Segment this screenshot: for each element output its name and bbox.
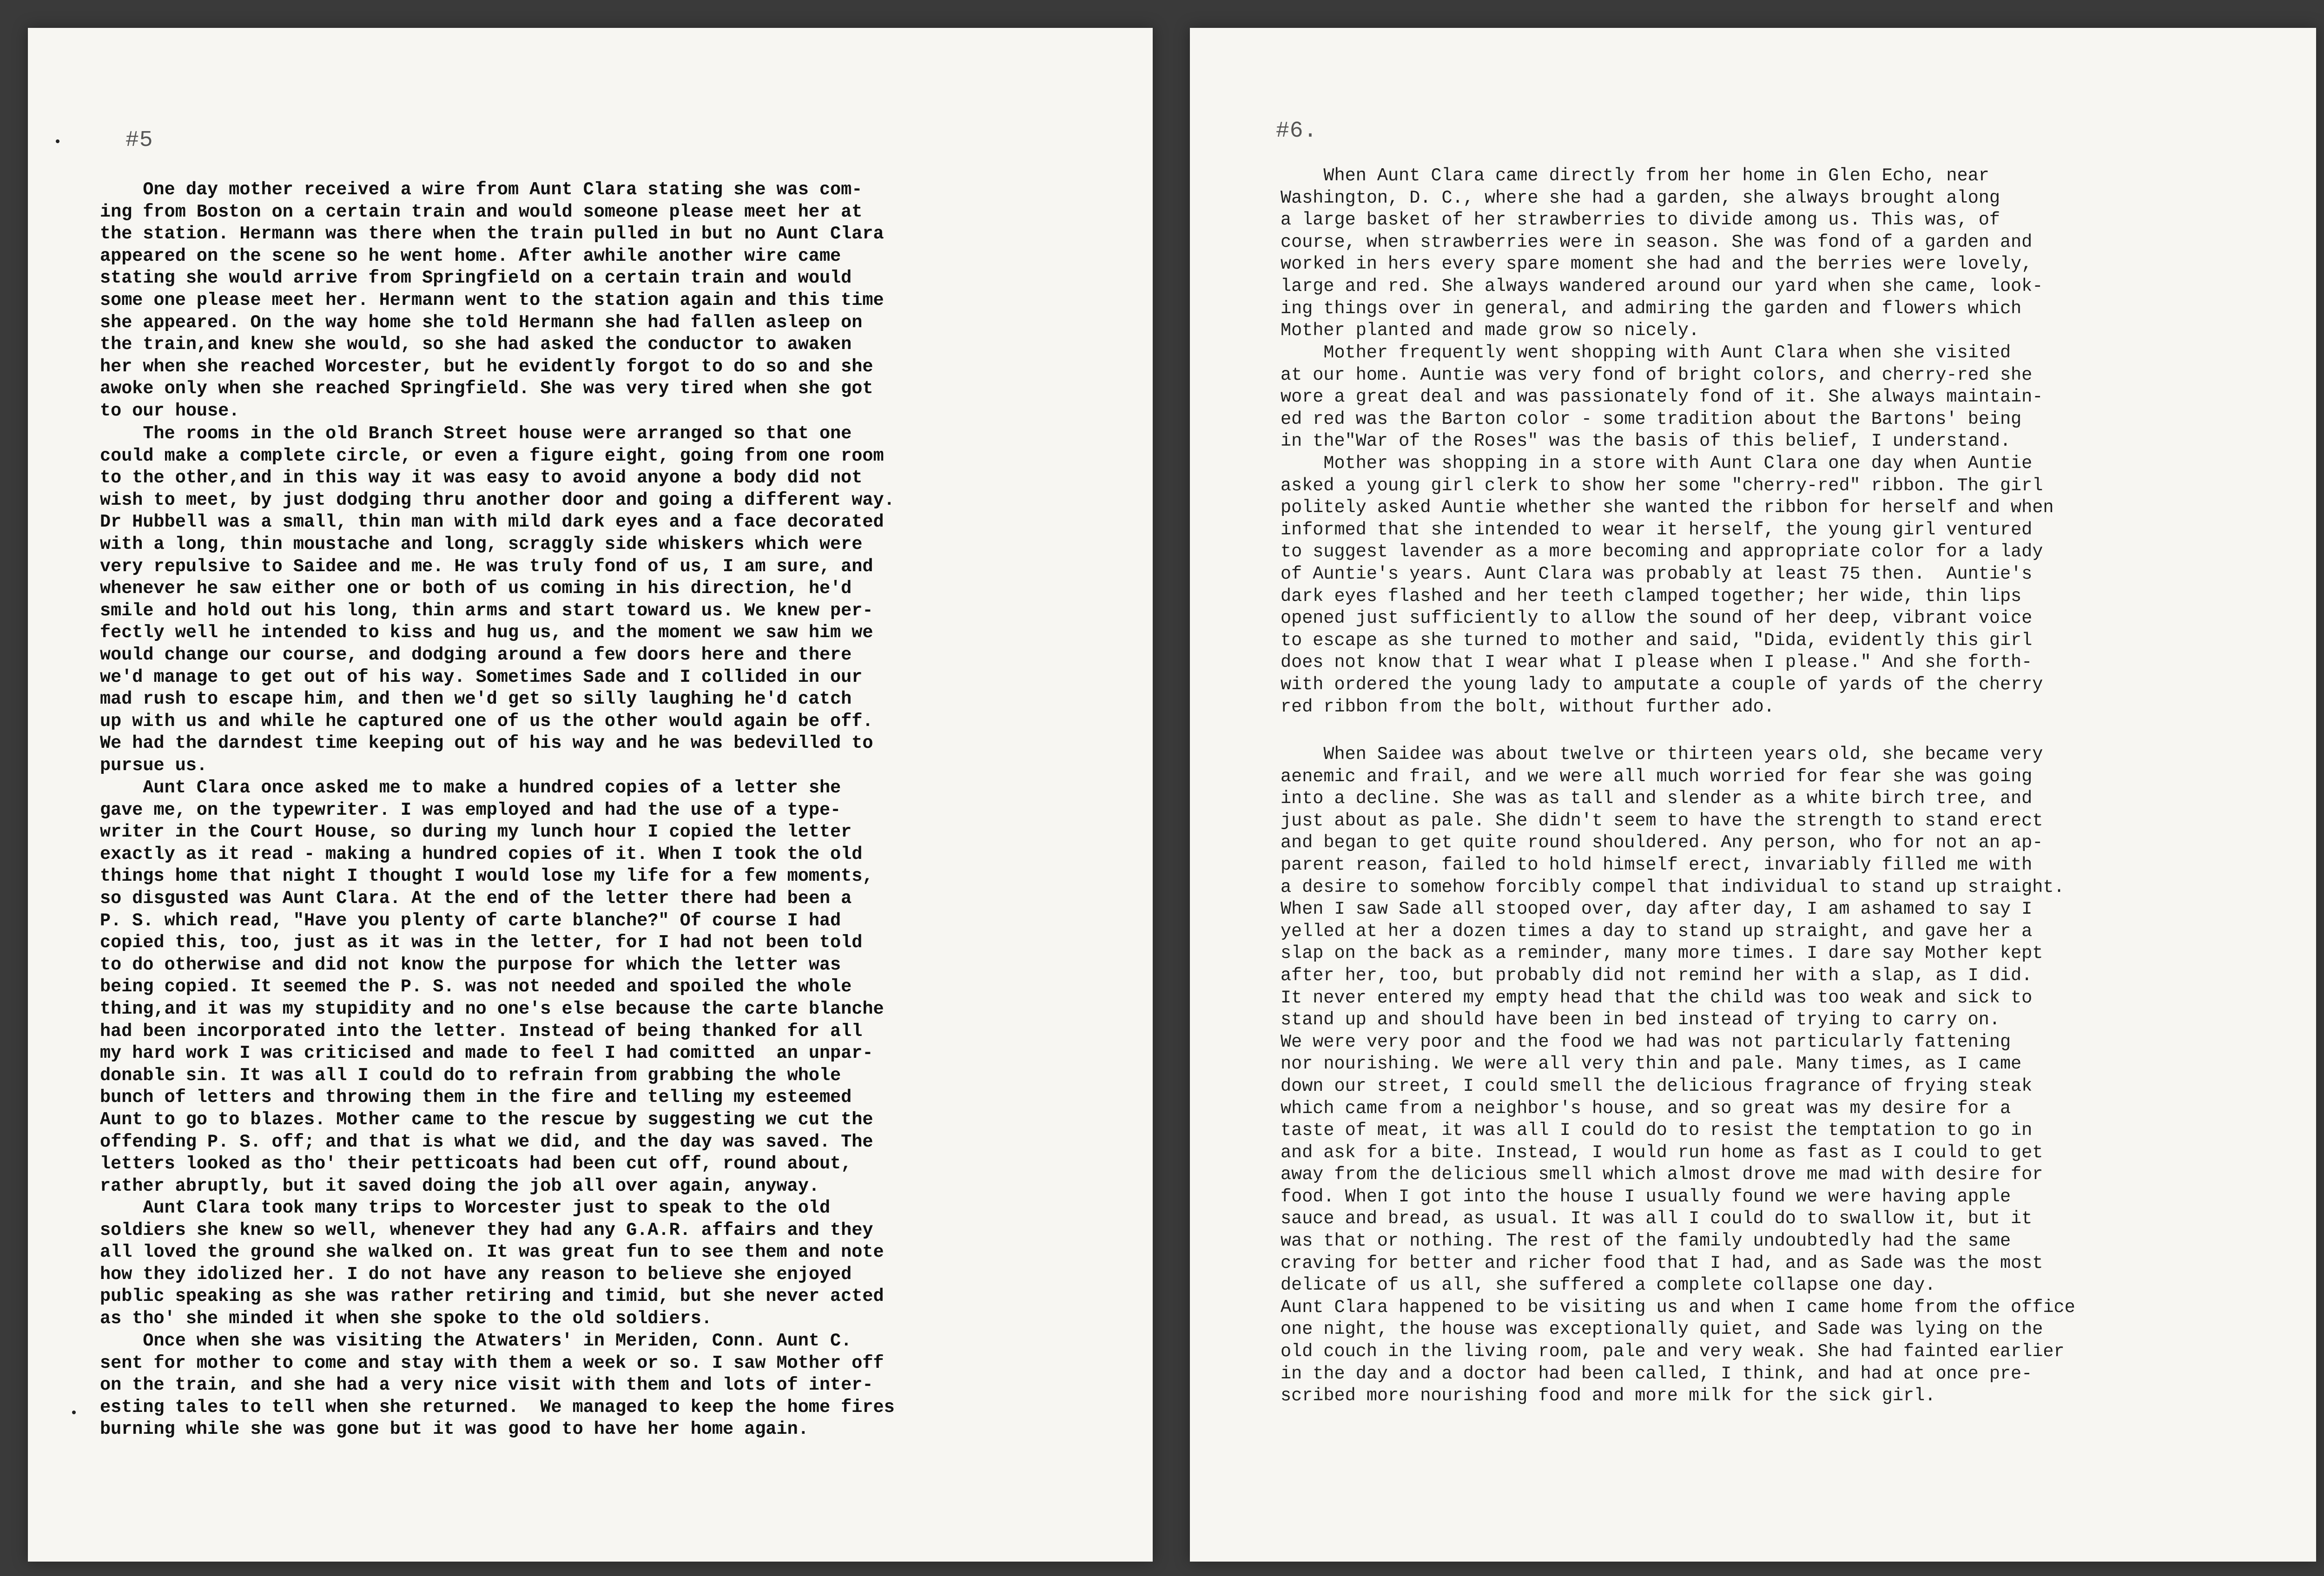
- margin-mark: [72, 1411, 76, 1414]
- paragraph-cherry-red-ribbon: Mother was shopping in a store with Aunt Clara one day when Auntie asked a young girl clerk to show her some "cherry-red" ribbon. The girl politely asked Auntie whether she wanted the ribbon for herself and when informed that she intended to wear it herself, the young girl ventured to suggest lavender as a more becoming and appropriate color for a lady of Auntie's years. Aunt Clara was probably at least 75 then. Auntie's dark eyes flashed and her teeth clamped together; her wide, thin lips opened just sufficiently to allow the sound of her deep, vibrant voice to escape as she turned to mother and said, "Dida, evidently this girl does not know that I wear what I please when I please." And she forth- with ordered the young lady to amputate a couple of yards of the cherry red ribbon from the bolt, without further ado.: [1281, 453, 2054, 717]
- paragraph-branch-street-house: The rooms in the old Branch Street house were arranged so that one could make a complete circle, or even a figure eight, going from one room to the other,and in this way it was easy to avoid anyone a body did not wish to meet, by just dodging thru another door and going a different way. Dr Hubbell was a small, thin man with mild dark eyes and a face decorated with a long, thin moustache and long, scraggly side whiskers which were very repulsive to Saidee and me. He was truly fond of us, I am sure, and whenever he saw either one or both of us coming in his direction, he'd smile and hold out his long, thin arms and start toward us. We knew per- fectly well he intended to kiss and hug us, and the moment we saw him we would change our course, and dodging around a few doors here and there we'd manage to get out of his way. Sometimes Sade and I collided in our mad rush to escape him, and then we'd get so silly laughing he'd catch up with us and while he captured one of us the other would again be off. We had the darndest time keeping out of his way and he was bedevilled to pursue us.: [100, 423, 895, 776]
- margin-mark: [56, 139, 59, 143]
- page-number: #6.: [1276, 119, 1318, 144]
- left-page: [28, 28, 1153, 1562]
- paragraph-bright-colors: Mother frequently went shopping with Aunt Clara when she visited at our home. Auntie was very fond of bright colors, and cherry-red she wore a great deal and was passionately fond of it. She always maintain- ed red was the Barton color - some tradition about the Bartons' being in the"War of the Roses" was the basis of this belief, I understand.: [1281, 343, 2043, 452]
- paragraph-strawberries-glen-echo: When Aunt Clara came directly from her home in Glen Echo, near Washington, D. C., where she had a garden, she always brought along a large basket of her strawberries to divide among us. This was, of course, when strawberries were in season. She was fond of a garden and worked in hers every spare moment she had and the berries were lovely, large and red. She always wandered around our yard when she came, look- ing things over in general, and admiring the garden and flowers which Mother planted and made grow so nicely.: [1281, 165, 2043, 341]
- paragraph-trips-to-worcester: Aunt Clara took many trips to Worcester just to speak to the old soldiers she knew so well, whenever they had any G.A.R. affairs and they all loved the ground she walked on. It was great fun to see them and note how they idolized her. I do not have any reason to believe she enjoyed public speaking as she was rather retiring and timid, but she never acted as tho' she minded it when she spoke to the old soldiers.: [100, 1198, 884, 1329]
- paragraph-hundred-copies-letter: Aunt Clara once asked me to make a hundred copies of a letter she gave me, on the typewriter. I was employed and had the use of a type- writer in the Court House, so during my lunch hour I copied the letter exactly as it read - making a hundred copies of it. When I took the old things home that night I thought I would lose my life for a few moments, so disgusted was Aunt Clara. At the end of the letter there had been a P. S. which read, "Have you plenty of carte blanche?" Of course I had copied this, too, just as it was in the letter, for I had not been told to do otherwise and did not know the purpose for which the letter was being copied. It seemed the P. S. was not needed and spoiled the whole thing,and it was my stupidity and no one's else because the carte blanche had been incorporated into the letter. Instead of being thanked for all my hard work I was criticised and made to feel I had comitted an unpar- donable sin. It was all I could do to refrain from grabbing the whole bunch of letters and throwing them in the fire and telling my esteemed Aunt to go to blazes. Mother came to the rescue by suggesting we cut the offending P. S. off; and that is what we did, and the day was saved. The letters looked as tho' their petticoats had been cut off, round about, rather abruptly, but it saved doing the job all over again, anyway.: [100, 778, 884, 1196]
- paragraph-atwaters-meriden: Once when she was visiting the Atwaters' in Meriden, Conn. Aunt C. sent for mother to come and stay with them a week or so. I saw Mother off on the train, and she had a very nice visit with them and lots of inter- esting tales to tell when she returned. We managed to keep the home fires burning while she was gone but it was good to have her home again.: [100, 1331, 895, 1440]
- paragraph-saidee-aenemic: When Saidee was about twelve or thirteen years old, she became very aenemic and frail, and we were all much worried for fear she was going into a decline. She was as tall and slender as a white birch tree, and just about as pale. She didn't seem to have the strength to stand erect and began to get quite round shouldered. Any person, who for not an ap- parent reason, failed to hold himself erect, invariably filled me with a desire to somehow forcibly compel that individual to stand up straight. When I saw Sade all stooped over, day after day, I am ashamed to say I yelled at her a dozen times a day to stand up straight, and gave her a slap on the back as a reminder, many more times. I dare say Mother kept after her, too, but probably did not remind her with a slap, as I did. It never entered my empty head that the child was too weak and sick to stand up and should have been in bed instead of trying to carry on. We were very poor and the food we had was not particularly fattening nor nourishing. We were all very thin and pale. Many times, as I came down our street, I could smell the delicious fragrance of frying steak which came from a neighbor's house, and so great was my desire for a taste of meat, it was all I could do to resist the temptation to go in and ask for a bite. Instead, I would run home as fast as I could to get away from the delicious smell which almost drove me mad with desire for food. When I got into the house I usually found we were having apple sauce and bread, as usual. It was all I could do to swallow it, but it was that or nothing. The rest of the family undoubtedly had the same craving for better and richer food that I had, and as Sade was the most delicate of us all, she suffered a complete collapse one day. Aunt Clara happened to be visiting us and when I came home from the office one night, the house was exceptionally quiet, and Sade was lying on the old couch in the living room, pale and very weak. She had fainted earlier in the day and a doctor had been called, I think, and had at once pre- scribed more nourishing food and more milk for the sick girl.: [1281, 744, 2075, 1406]
- page-number: #5: [125, 128, 153, 153]
- right-page: [1190, 28, 2316, 1562]
- paragraph-wire-from-aunt-clara: One day mother received a wire from Aunt Clara stating she was com- ing from Boston on a certain train and would someone please meet her at the station. Hermann was there when the train pulled in but no Aunt Clara appeared on the scene so he went home. After awhile another wire came stating she would arrive from Springfield on a certain train and would some one please meet her. Hermann went to the station again and this time she appeared. On the way home she told Hermann she had fallen asleep on the train,and knew she would, so she had asked the conductor to awaken her when she reached Worcester, but he evidently forgot to do so and she awoke only when she reached Springfield. She was very tired when she got to our house.: [100, 179, 884, 421]
